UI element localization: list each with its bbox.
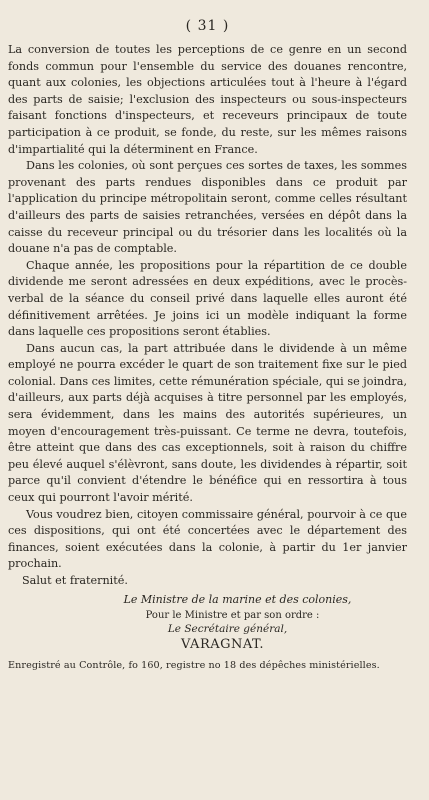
salutation: Salut et fraternité. [22,574,128,587]
signature-secretaire: Le Secrétaire général, [167,623,288,635]
signature-name: VARAGNAT. [181,637,264,652]
paragraph-2: Dans les colonies, où sont perçues ces sortes de taxes, les sommes provenant des parts rendues disponibles dans ce produit par l'application du principe métropolitain seront, comme celles résultant d'ailleurs des parts de saisies retranchées, versées en dépôt dans la caisse du receveur principal ou du trésorier dans les localités où la douane n'a pas de comptable. [8,159,407,256]
signature-minister: Le Ministre de la marine et des colonies, [123,593,352,606]
signature-pour: Pour le Ministre et par son ordre : [145,610,320,621]
paragraph-3: Chaque année, les propositions pour la répartition de ce double dividende me seront adressées en deux expéditions, avec le procès-verbal de la séance du conseil privé dans laquelle elles auront été définitivement arrêtées. Je joins ici un modèle indiquant la forme dans laquelle ces propositions seront établies. [8,258,407,339]
paragraph-5: Vous voudrez bien, citoyen commissaire général, pourvoir à ce que ces dispositions, qui ont été concertées avec le département des finances, soient exécutées dans la colonie, à partir du 1er janvier prochain. [8,507,407,571]
page-number: ( 31 ) [185,18,230,34]
paragraph-1: La conversion de toutes les perceptions de ce genre en un second fonds commun pour l'ensemble du service des douanes rencontre, quant aux colonies, les objections articulées tout à l'heure à l'égard des parts de saisie; l'exclusion des inspecteurs ou sous-inspecteurs faisant fonctions d'inspecteurs, et receveurs principaux de toute participation à ce produit, se fonde, du reste, sur les mêmes raisons d'impartialité qui la déterminent en France. [8,43,407,156]
registration-note: Enregistré au Contrôle, fo 160, registre no 18 des dépêches ministérielles. [8,660,380,671]
paragraph-4: Dans aucun cas, la part attribuée dans le dividende à un même employé ne pourra excéder le quart de son traitement fixe sur le pied colonial. Dans ces limites, cette rémunération spéciale, qui se joindra, d'ailleurs, aux parts déjà acquises à titre personnel par les employés, sera évidemment, dans les mains des autorités supérieures, un moyen d'encouragement très-puissant. Ce terme ne devra, toutefois, être atteint que dans des cas exceptionnels, soit à raison du chiffre peu élevé auquel s'élèvront, sans doute, les dividendes à répartir, soit parce qu'il convient d'étendre le bénéfice qui en ressortira à tous ceux qui pourront l'avoir mérité. [8,341,407,505]
